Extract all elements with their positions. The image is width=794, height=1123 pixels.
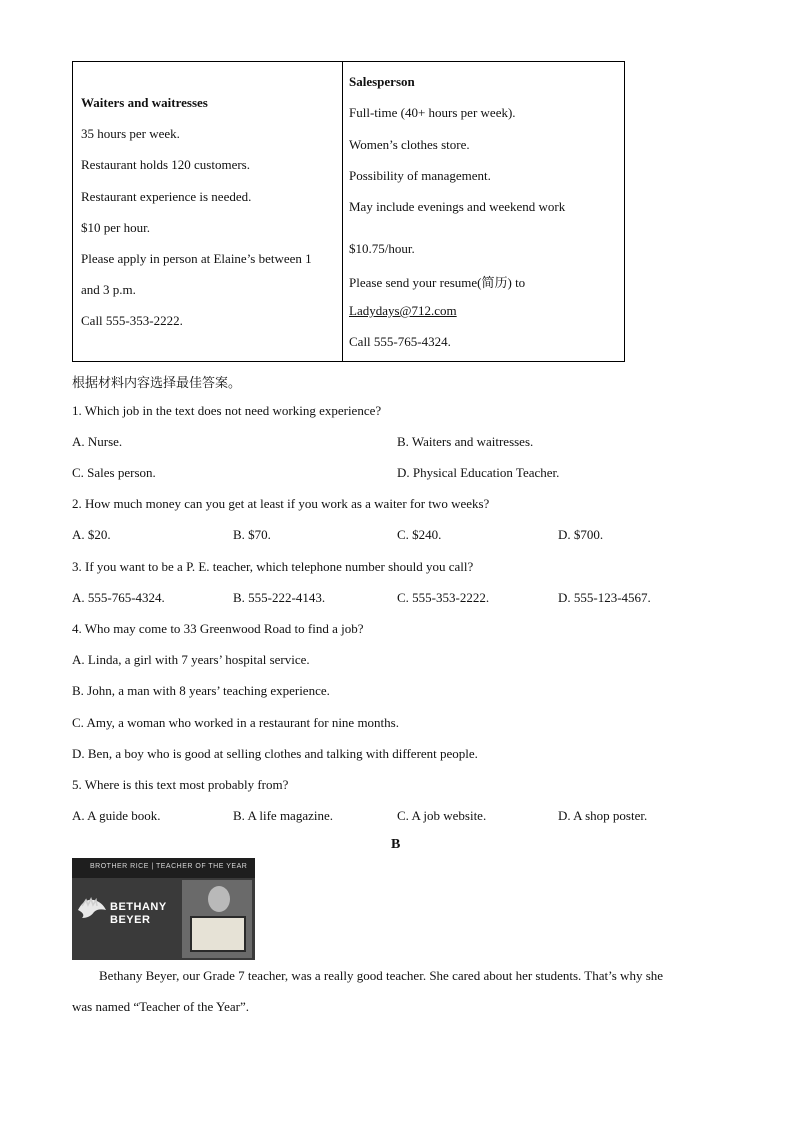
question-option[interactable]: D. Ben, a boy who is good at selling clothes and talking with different people. [72,746,478,761]
job-ads-table [72,61,625,362]
waiters-ad-line: $10 per hour. [81,220,150,235]
question-option[interactable]: C. A job website. [397,808,487,823]
school-emblem-icon [76,896,108,922]
passage-paragraph-line: Bethany Beyer, our Grade 7 teacher, was a really good teacher. She cared about her students. That’s why she [99,968,664,983]
passage-paragraph-line: was named “Teacher of the Year”. [72,999,250,1014]
waiters-ad-phone: Call 555-353-2222. [81,313,183,328]
question-option[interactable]: D. $700. [558,527,604,542]
photo-header-text: BROTHER RICE | TEACHER OF THE YEAR [90,863,248,870]
question-option[interactable]: D. A shop poster. [558,808,648,823]
photo-name-first: BETHANY [110,901,167,913]
question-stem: 3. If you want to be a P. E. teacher, which telephone number should you call? [72,559,474,574]
question-option[interactable]: C. 555-353-2222. [397,590,490,605]
salesperson-ad-phone: Call 555-765-4324. [349,334,451,349]
salesperson-ad-line: Full-time (40+ hours per week). [349,105,516,120]
question-option[interactable]: B. Waiters and waitresses. [397,434,534,449]
question-option[interactable]: B. John, a man with 8 years’ teaching experience. [72,683,330,698]
waiters-ad-line: Restaurant experience is needed. [81,189,252,204]
question-option[interactable]: A. 555-765-4324. [72,590,165,605]
question-option[interactable]: B. 555-222-4143. [233,590,326,605]
table-divider [342,62,343,361]
salesperson-email-link[interactable]: Ladydays@712.com [349,303,457,318]
waiters-ad-line: Restaurant holds 120 customers. [81,157,250,172]
waiters-ad-line: Please apply in person at Elaine’s between 1 [81,251,312,266]
question-stem: 2. How much money can you get at least if you work as a waiter for two weeks? [72,496,490,511]
question-option[interactable]: A. $20. [72,527,111,542]
waiters-ad-title: Waiters and waitresses [81,95,208,110]
salesperson-ad-line: Women’s clothes store. [349,137,470,152]
teacher-head [208,886,230,912]
award-certificate [190,916,246,952]
question-option[interactable]: B. $70. [233,527,271,542]
salesperson-ad-line: Possibility of management. [349,168,491,183]
question-option[interactable]: D. Physical Education Teacher. [397,465,560,480]
salesperson-ad-line: May include evenings and weekend work [349,199,566,214]
waiters-ad-line: 35 hours per week. [81,126,180,141]
question-option[interactable]: A. A guide book. [72,808,161,823]
question-stem: 4. Who may come to 33 Greenwood Road to find a job? [72,621,364,636]
question-option[interactable]: D. 555-123-4567. [558,590,651,605]
question-stem: 5. Where is this text most probably from? [72,777,289,792]
photo-name [110,901,167,927]
section-heading-b: B [391,837,401,852]
question-option[interactable]: C. Amy, a woman who worked in a restaurant for nine months. [72,715,399,730]
question-option[interactable]: C. $240. [397,527,442,542]
salesperson-ad-line: $10.75/hour. [349,241,415,256]
question-stem: 1. Which job in the text does not need working experience? [72,403,382,418]
photo-name-last: BEYER [110,914,151,926]
salesperson-ad-title: Salesperson [349,74,415,89]
instruction: 根据材料内容选择最佳答案。 [72,375,242,390]
question-option[interactable]: A. Nurse. [72,434,123,449]
question-option[interactable]: B. A life magazine. [233,808,334,823]
teacher-of-the-year-photo [72,858,255,960]
question-option[interactable]: C. Sales person. [72,465,156,480]
question-option[interactable]: A. Linda, a girl with 7 years’ hospital service. [72,652,310,667]
waiters-ad-line: and 3 p.m. [81,282,136,297]
salesperson-ad-line: Please send your resume(简历) to [349,275,526,290]
